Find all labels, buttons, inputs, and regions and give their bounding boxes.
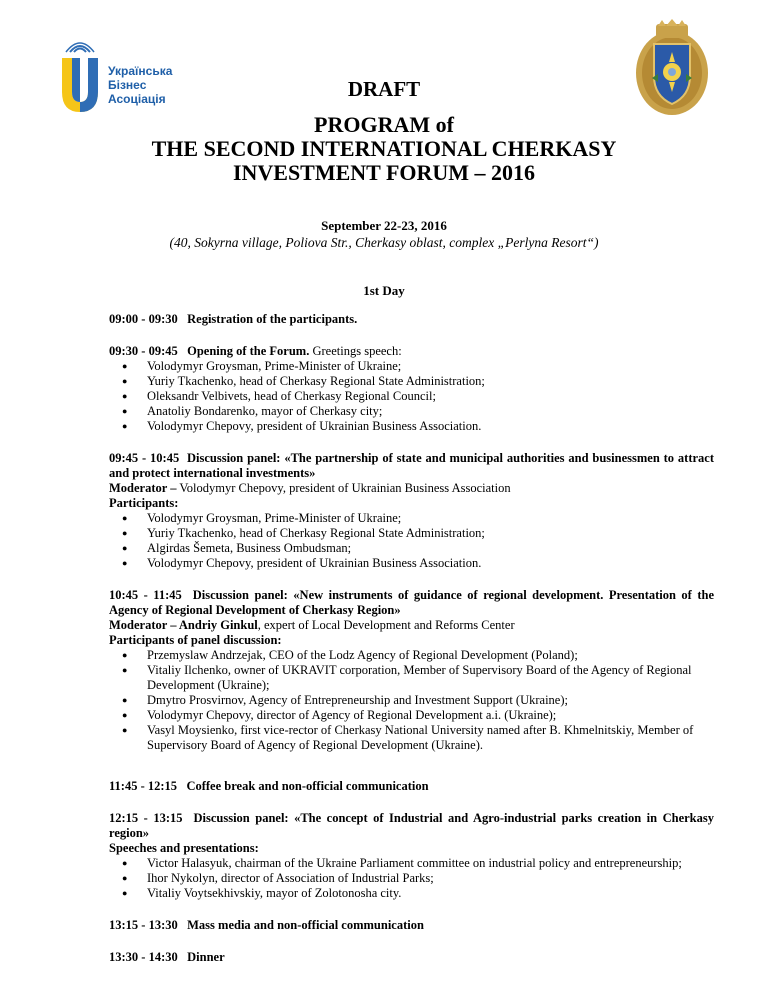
session-title: Discussion panel: «The partnership of state and municipal authorities and businessmen to attract and protect international investments» — [109, 451, 715, 480]
title-line-2: THE SECOND INTERNATIONAL CHERKASY — [151, 136, 617, 161]
speaker-list — [109, 359, 714, 434]
list-item: ● Oleksandr Velbivets, head of Cherkasy Regional Council; — [147, 389, 714, 404]
moderator-label: Moderator – Andriy Ginkul — [109, 618, 258, 632]
session-title: Dinner — [187, 950, 225, 964]
list-item: ● Yuriy Tkachenko, head of Cherkasy Regional State Administration; — [147, 374, 714, 389]
list-item: ● Dmytro Prosvirnov, Agency of Entrepreneurship and Investment Support (Ukraine); — [147, 693, 714, 708]
list-item: ● Ihor Nykolyn, director of Association of Industrial Parks; — [147, 871, 714, 886]
list-item: ● Vitaliy Voytsekhivskiy, mayor of Zolotonosha city. — [147, 886, 714, 901]
session-time: 11:45 - 12:15 — [109, 779, 178, 793]
speaker-list — [109, 856, 714, 901]
logo-line-2: Бізнес — [108, 78, 147, 92]
participant-list — [109, 511, 714, 571]
list-item: ● Volodymyr Groysman, Prime-Minister of Ukraine; — [147, 359, 714, 374]
page-title — [100, 113, 668, 185]
session-registration — [109, 312, 714, 327]
event-place: (40, Sokyrna village, Poliova Str., Cherkasy oblast, complex „Perlyna Resort“) — [169, 235, 599, 250]
list-item: ● Anatoliy Bondarenko, mayor of Cherkasy city; — [147, 404, 714, 419]
list-item: ● Yuriy Tkachenko, head of Cherkasy Regional State Administration; — [147, 526, 714, 541]
moderator-name: Volodymyr Chepovy, president of Ukrainian Business Association — [179, 481, 511, 495]
session-time: 09:00 - 09:30 — [109, 312, 178, 326]
session-time: 10:45 - 11:45 — [109, 588, 182, 602]
session-title: Discussion panel: «New instruments of guidance of regional development. Presentation of the Agency of Regional Development of Cherkasy Region» — [109, 588, 714, 617]
session-dinner — [109, 950, 714, 965]
list-item: ● Algirdas Šemeta, Business Ombudsman; — [147, 541, 714, 556]
logo-line-1: Українська — [108, 64, 173, 78]
session-time: 13:30 - 14:30 — [109, 950, 178, 964]
participant-list — [109, 648, 714, 753]
list-item: ● Volodymyr Groysman, Prime-Minister of Ukraine; — [147, 511, 714, 526]
session-partnership-panel — [109, 451, 714, 571]
moderator-name: , expert of Local Development and Reforms Center — [257, 618, 515, 632]
session-opening — [109, 344, 714, 434]
logo-line-3: Асоціація — [108, 92, 166, 106]
session-industrial-parks-panel — [109, 811, 714, 901]
participants-label: Participants of panel discussion: — [109, 633, 282, 647]
session-subtitle: Speeches and presentations: — [109, 841, 259, 855]
title-line-3: INVESTMENT FORUM – 2016 — [232, 160, 536, 185]
session-time: 09:30 - 09:45 — [109, 344, 178, 358]
list-item: ● Volodymyr Chepovy, president of Ukrainian Business Association. — [147, 419, 714, 434]
day-heading: 1st Day — [363, 283, 405, 298]
coat-of-arms-icon — [632, 18, 712, 118]
draft-label: DRAFT — [347, 77, 421, 101]
session-title: Mass media and non-official communication — [187, 918, 424, 932]
session-regional-development-panel — [109, 588, 714, 753]
participants-label: Participants: — [109, 496, 179, 510]
session-title: Coffee break and non-official communication — [186, 779, 429, 793]
session-time: 13:15 - 13:30 — [109, 918, 178, 932]
list-item: ● Przemyslaw Andrzejak, CEO of the Lodz Agency of Regional Development (Poland); — [147, 648, 714, 663]
uba-logo-icon — [58, 40, 106, 120]
session-title: Opening of the Forum. — [187, 344, 310, 358]
event-date: September 22-23, 2016 — [321, 218, 447, 233]
list-item: ● Victor Halasyuk, chairman of the Ukraine Parliament committee on industrial policy and entrepreneurship; — [147, 856, 714, 871]
list-item: ● Vitaliy Ilchenko, owner of UKRAVIT corporation, Member of Supervisory Board of the Agency of Regional Development (Ukraine); — [147, 663, 714, 693]
session-time: 09:45 - 10:45 — [109, 451, 180, 465]
program-body — [109, 312, 714, 982]
list-item: ● Volodymyr Chepovy, director of Agency of Regional Development a.i. (Ukraine); — [147, 708, 714, 723]
session-title: Discussion panel: «The concept of Industrial and Agro-industrial parks creation in Cherkasy region» — [109, 811, 714, 840]
session-coffee-break — [109, 779, 714, 794]
title-line-1: PROGRAM of — [314, 112, 454, 137]
session-time: 12:15 - 13:15 — [109, 811, 183, 825]
session-subtitle: Greetings speech: — [312, 344, 402, 358]
session-title: Registration of the participants. — [187, 312, 358, 326]
moderator-label: Moderator – — [109, 481, 177, 495]
list-item: ● Vasyl Moysienko, first vice-rector of Cherkasy National University named after B. Khmelnitskiy, Member of Supervisory Board of Agency of Regional Development (Ukraine). — [147, 723, 714, 753]
session-mass-media — [109, 918, 714, 933]
list-item: ● Volodymyr Chepovy, president of Ukrainian Business Association. — [147, 556, 714, 571]
cherkasy-coat-of-arms — [632, 18, 712, 118]
